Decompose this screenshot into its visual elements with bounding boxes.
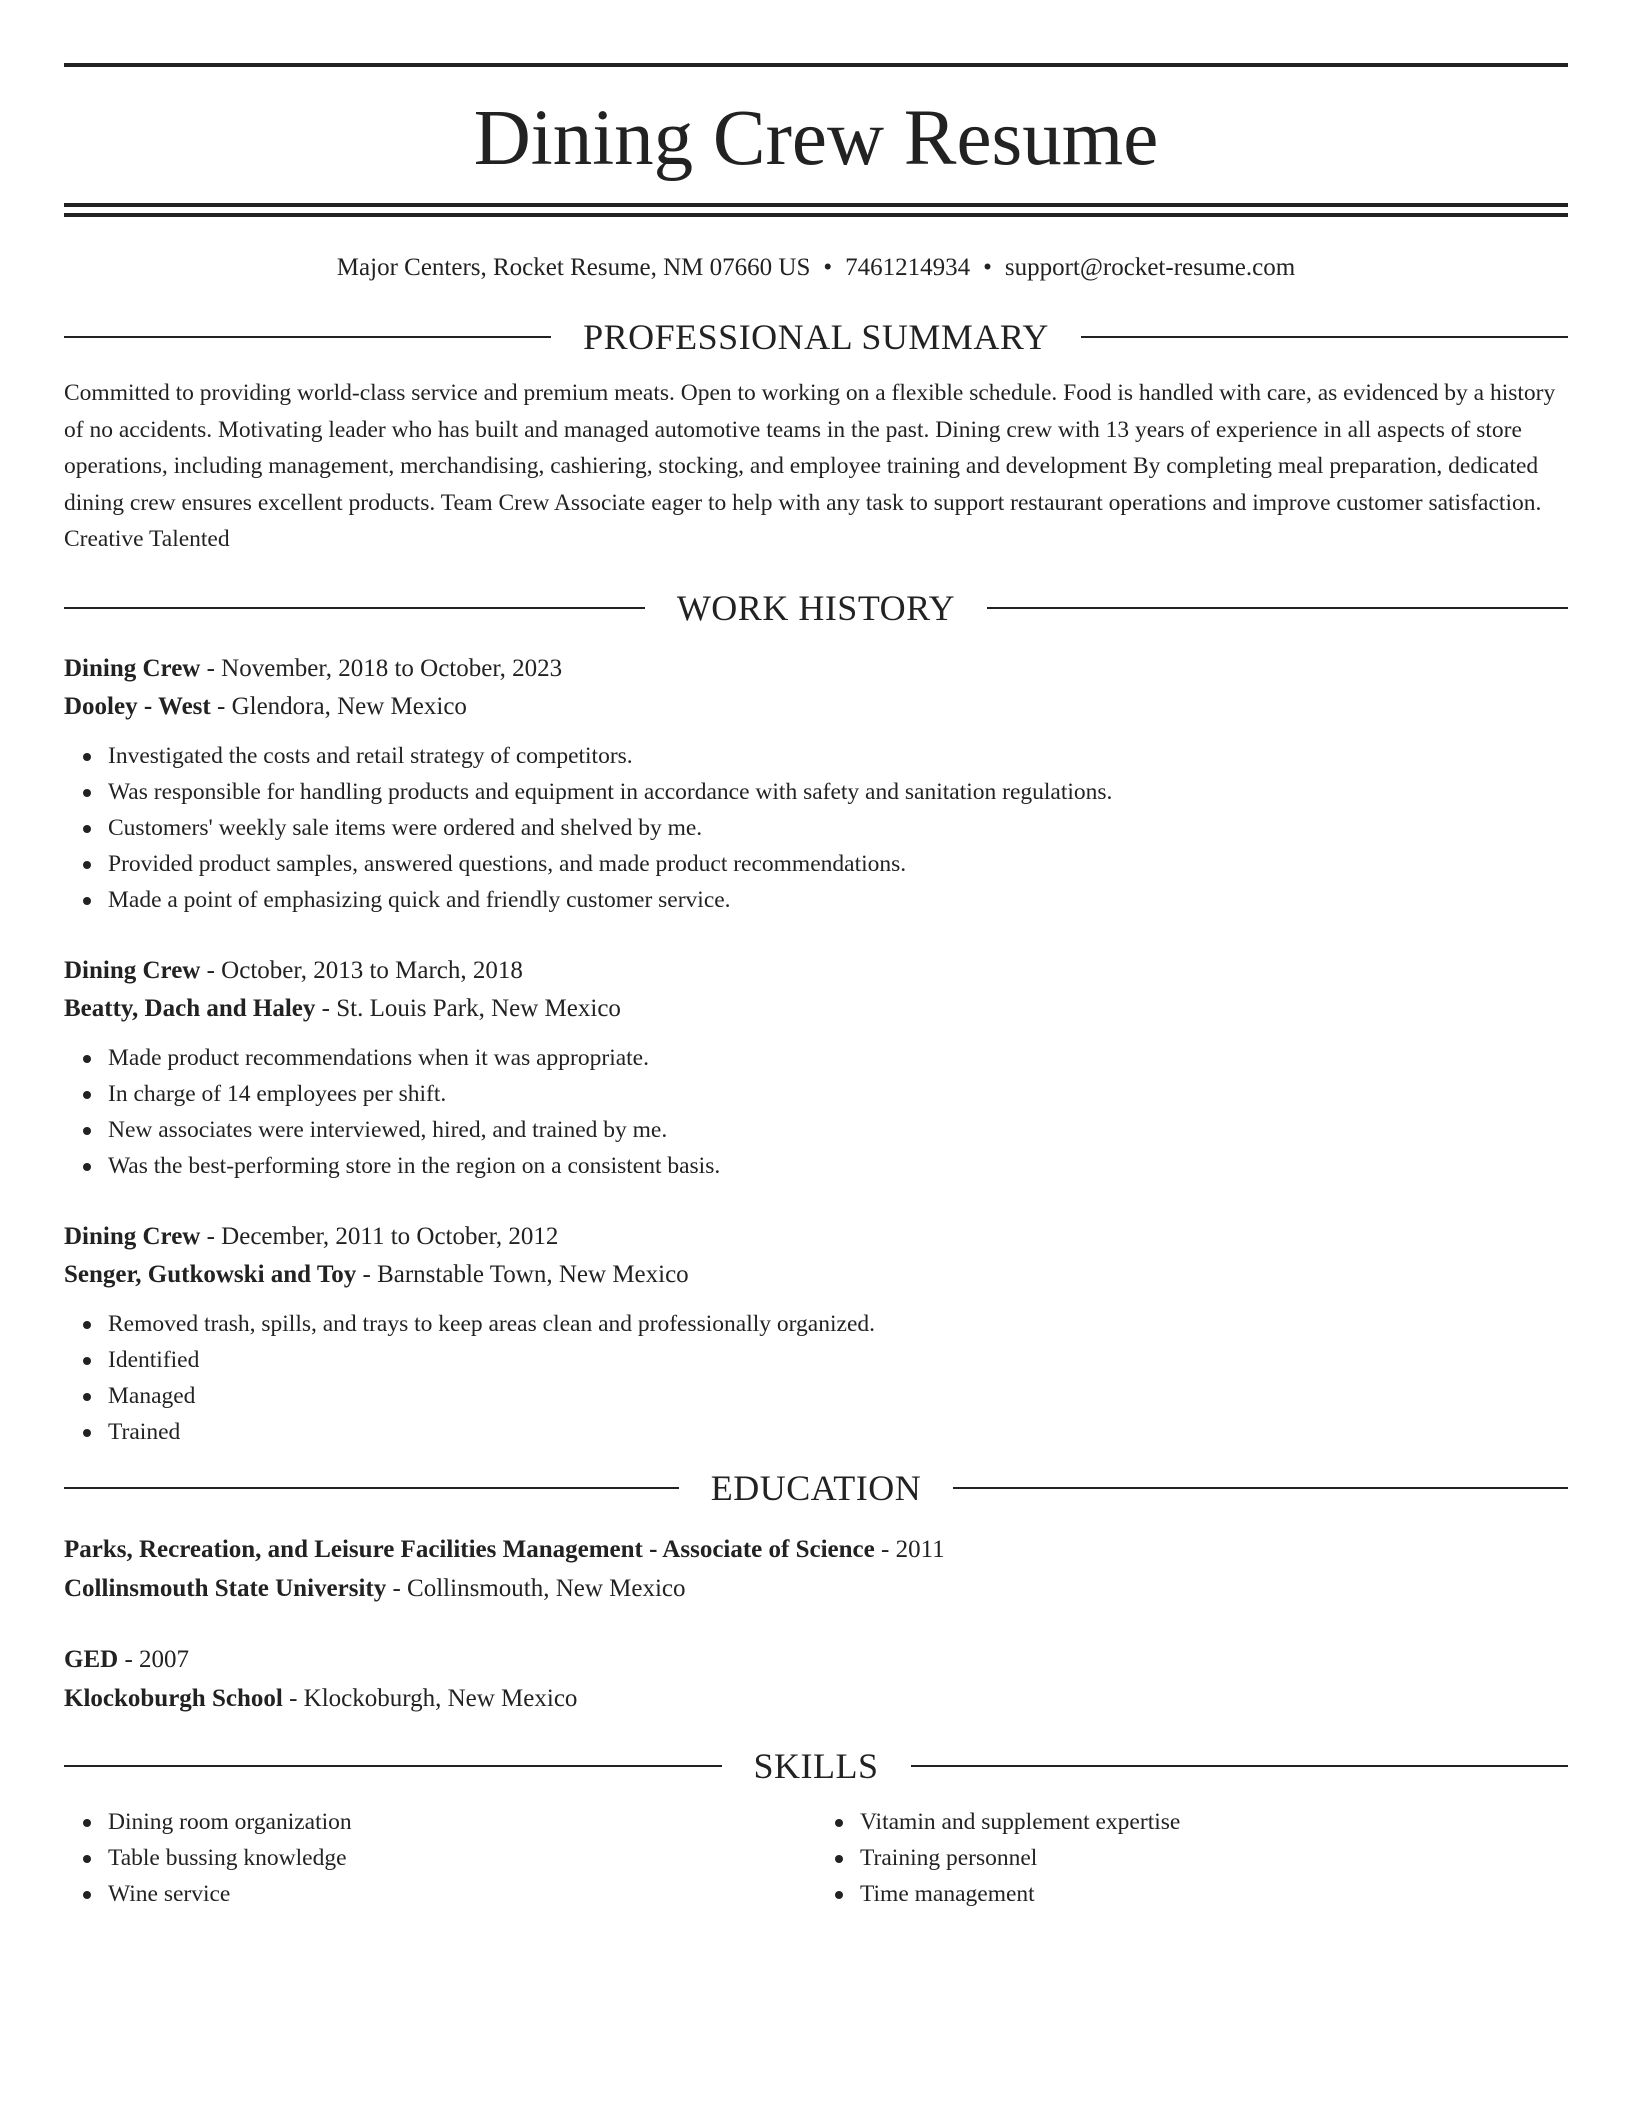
list-item: Trained bbox=[108, 1414, 1568, 1450]
job-role: Dining Crew bbox=[64, 956, 201, 984]
contact-separator: • bbox=[983, 254, 992, 281]
work-section-title: WORK HISTORY bbox=[676, 587, 956, 628]
list-item: Time management bbox=[860, 1876, 1568, 1912]
job-duties bbox=[64, 1306, 1568, 1450]
title-rule-lower bbox=[64, 213, 1568, 217]
list-item: In charge of 14 employees per shift. bbox=[108, 1076, 1568, 1112]
job-title-line bbox=[64, 650, 1568, 688]
job-company-line bbox=[64, 688, 1568, 726]
education-degree: Parks, Recreation, and Leisure Facilities Management - Associate of Science bbox=[64, 1535, 875, 1563]
list-item: Was the best-performing store in the region on a consistent basis. bbox=[108, 1148, 1568, 1184]
education-section-header bbox=[64, 1468, 1568, 1508]
job-duties bbox=[64, 738, 1568, 918]
list-item: Dining room organization bbox=[108, 1804, 816, 1840]
title-rule-upper bbox=[64, 203, 1568, 207]
job-location: - Barnstable Town, New Mexico bbox=[356, 1260, 689, 1288]
list-item: New associates were interviewed, hired, and trained by me. bbox=[108, 1112, 1568, 1148]
job-role: Dining Crew bbox=[64, 654, 201, 682]
job-company-line bbox=[64, 1256, 1568, 1294]
section-rule-right bbox=[953, 1487, 1568, 1489]
job-company: Beatty, Dach and Haley bbox=[64, 994, 316, 1022]
contact-email: support@rocket-resume.com bbox=[1004, 254, 1296, 281]
education-year: - 2011 bbox=[874, 1535, 945, 1563]
education-entry bbox=[64, 1530, 1568, 1608]
list-item: Customers' weekly sale items were ordered and shelved by me. bbox=[108, 810, 1568, 846]
contact-separator: • bbox=[823, 254, 833, 281]
summary-section-header bbox=[64, 317, 1568, 357]
list-item: Identified bbox=[108, 1342, 1568, 1378]
job-dates: - November, 2018 to October, 2023 bbox=[200, 654, 563, 682]
list-item: Managed bbox=[108, 1378, 1568, 1414]
list-item: Vitamin and supplement expertise bbox=[860, 1804, 1568, 1840]
job-dates: - October, 2013 to March, 2018 bbox=[200, 956, 523, 984]
job-company: Senger, Gutkowski and Toy bbox=[64, 1260, 357, 1288]
summary-section-title: PROFESSIONAL SUMMARY bbox=[583, 317, 1049, 357]
education-entry bbox=[64, 1640, 1568, 1718]
job-title-line bbox=[64, 1218, 1568, 1256]
skills-list-left bbox=[64, 1804, 816, 1912]
section-rule-right bbox=[987, 607, 1568, 609]
list-item: Provided product samples, answered questions, and made product recommendations. bbox=[108, 846, 1568, 882]
section-rule-left bbox=[64, 1487, 679, 1489]
list-item: Made product recommendations when it was appropriate. bbox=[108, 1040, 1568, 1076]
job-entry bbox=[64, 952, 1568, 1184]
education-school: Klockoburgh School bbox=[64, 1684, 283, 1712]
job-location: - Glendora, New Mexico bbox=[210, 692, 467, 720]
job-entry bbox=[64, 1218, 1568, 1450]
education-school-line bbox=[64, 1569, 1568, 1608]
education-school-line bbox=[64, 1679, 1568, 1718]
list-item: Wine service bbox=[108, 1876, 816, 1912]
education-year: - 2007 bbox=[118, 1645, 190, 1673]
summary-text: Committed to providing world-class service and premium meats. Open to working on a flexible schedule. Food is handled with care, as evidenced by a history of no accidents. Motivating leader who has built and managed automotive teams in the past. Dining crew with 13 years of experience in all aspects of store operations, including management, merchandising, cashiering, stocking, and employee training and development By completing meal preparation, dedicated dining crew ensures excellent products. Team Crew Associate eager to help with any task to support restaurant operations and improve customer satisfaction. Creative Talented bbox=[64, 380, 1556, 552]
job-dates: - December, 2011 to October, 2012 bbox=[200, 1222, 559, 1250]
section-rule-left bbox=[64, 607, 645, 609]
section-rule-left bbox=[64, 336, 551, 338]
job-location: - St. Louis Park, New Mexico bbox=[315, 994, 621, 1022]
resume-title: Dining Crew Resume bbox=[473, 95, 1159, 182]
list-item: Removed trash, spills, and trays to keep areas clean and professionally organized. bbox=[108, 1306, 1568, 1342]
list-item: Table bussing knowledge bbox=[108, 1840, 816, 1876]
job-company: Dooley - West bbox=[64, 692, 211, 720]
contact-line bbox=[64, 253, 1568, 283]
education-degree: GED bbox=[64, 1645, 119, 1673]
section-rule-left bbox=[64, 1765, 722, 1767]
skills-list-right bbox=[816, 1804, 1568, 1912]
resume-page bbox=[64, 0, 1568, 1912]
list-item: Made a point of emphasizing quick and friendly customer service. bbox=[108, 882, 1568, 918]
job-duties bbox=[64, 1040, 1568, 1184]
skills-section-title: SKILLS bbox=[753, 1745, 879, 1786]
section-rule-right bbox=[911, 1765, 1569, 1767]
list-item: Was responsible for handling products and equipment in accordance with safety and sanitation regulations. bbox=[108, 774, 1568, 810]
education-location: - Collinsmouth, New Mexico bbox=[386, 1574, 686, 1602]
work-section-header bbox=[64, 588, 1568, 628]
list-item: Investigated the costs and retail strategy of competitors. bbox=[108, 738, 1568, 774]
contact-address: Major Centers, Rocket Resume, NM 07660 US bbox=[336, 254, 811, 281]
job-entry bbox=[64, 650, 1568, 918]
education-section-title: EDUCATION bbox=[710, 1467, 922, 1508]
skills-columns bbox=[64, 1804, 1568, 1912]
education-degree-line bbox=[64, 1640, 1568, 1679]
job-company-line bbox=[64, 990, 1568, 1028]
list-item: Training personnel bbox=[860, 1840, 1568, 1876]
skills-section-header bbox=[64, 1746, 1568, 1786]
education-degree-line bbox=[64, 1530, 1568, 1569]
education-location: - Klockoburgh, New Mexico bbox=[282, 1684, 578, 1712]
top-rule bbox=[64, 63, 1568, 67]
job-title-line bbox=[64, 952, 1568, 990]
education-school: Collinsmouth State University bbox=[64, 1574, 387, 1602]
contact-phone: 7461214934 bbox=[845, 254, 971, 281]
section-rule-right bbox=[1081, 336, 1568, 338]
job-role: Dining Crew bbox=[64, 1222, 201, 1250]
